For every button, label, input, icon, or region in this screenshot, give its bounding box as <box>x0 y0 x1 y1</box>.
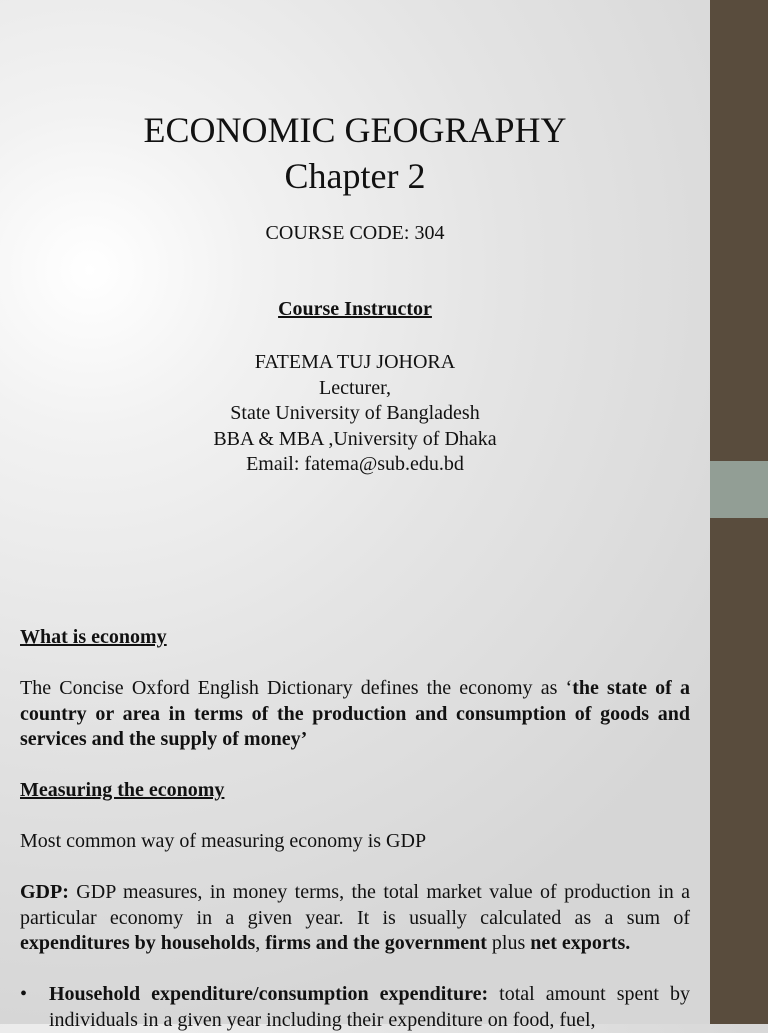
bullet-item-household-expenditure <box>20 982 690 1033</box>
gdp-net-exports: net exports. <box>530 932 631 954</box>
common-way-text: Most common way of measuring economy is GDP <box>20 830 427 852</box>
gdp-households: expenditures by households <box>20 932 256 954</box>
bullet-description: total amount spent by individuals in a given year including their expenditure on food, fuel, <box>49 983 690 1031</box>
section-heading-measuring-economy: Measuring the economy <box>20 779 225 801</box>
economy-definition <box>20 676 690 753</box>
instructor-info <box>0 350 710 478</box>
bullet-text <box>49 982 690 1033</box>
title-block <box>0 107 710 199</box>
instructor-name: FATEMA TUJ JOHORA <box>254 351 456 373</box>
instructor-position: Lecturer, <box>319 376 391 399</box>
content-body <box>20 625 690 1033</box>
instructor-email: Email: fatema@sub.edu.bd <box>246 453 464 475</box>
instructor-university: State University of Bangladesh <box>230 402 480 424</box>
bullet-label: Household expenditure/consumption expenditure: <box>49 983 489 1005</box>
bullet-icon: • <box>20 983 28 1005</box>
course-code: COURSE CODE: 304 <box>265 222 445 244</box>
instructor-degrees: BBA & MBA ,University of Dhaka <box>213 427 497 450</box>
gdp-plus: plus <box>486 932 531 954</box>
chapter-title: Chapter 2 <box>284 156 426 196</box>
gdp-firms-government: firms and the government <box>265 932 487 954</box>
section-heading-what-is-economy: What is economy <box>20 626 167 648</box>
gdp-paragraph <box>20 880 690 957</box>
sidebar-accent <box>710 461 768 518</box>
definition-intro: The Concise Oxford English Dictionary defines the economy as ‘ <box>20 677 573 699</box>
definition-bold: the state of a country or area in terms of the production and consumption of goods and services and the supply of money’ <box>20 677 690 750</box>
gdp-label: GDP: <box>20 881 69 903</box>
sidebar-band <box>710 0 768 1024</box>
document-title: ECONOMIC GEOGRAPHY <box>143 110 567 150</box>
gdp-comma: , <box>255 932 266 954</box>
instructor-heading: Course Instructor <box>278 298 432 320</box>
gdp-text: GDP measures, in money terms, the total market value of production in a particular economy in a given year. It is usually calculated as a sum of <box>20 881 690 929</box>
